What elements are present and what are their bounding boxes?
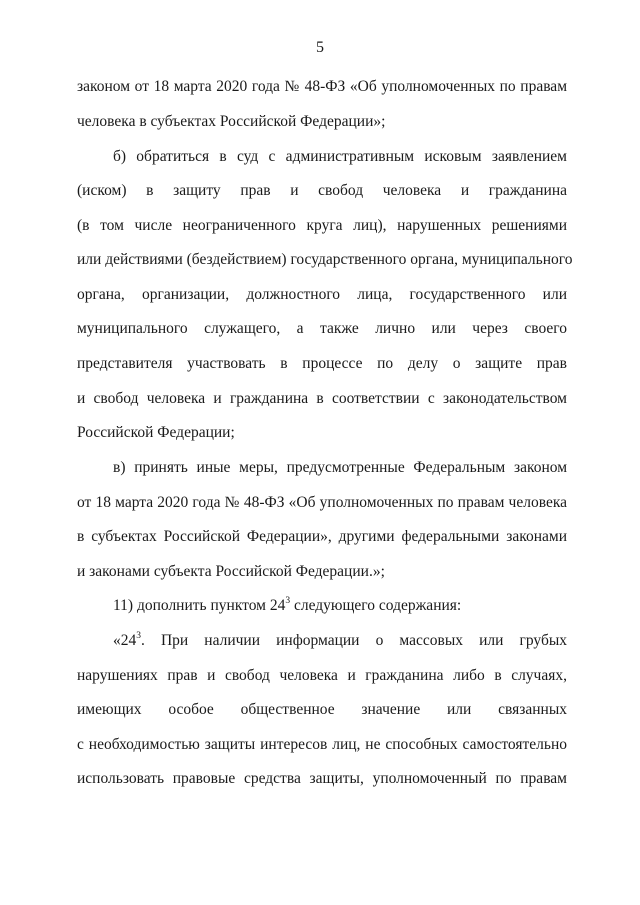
text-line: человека в субъектах Российской Федерации»; xyxy=(77,113,386,130)
text-line: б) обратиться в суд с административным исковым заявлением xyxy=(113,148,567,165)
text-fragment: «24 xyxy=(113,632,137,649)
text-line xyxy=(113,596,567,616)
text-line: или действиями (бездействием) государственного органа, муниципального xyxy=(77,251,573,268)
text-line: органа, организации, должностного лица, государственного или xyxy=(77,286,567,303)
text-line: и законами субъекта Российской Федерации.»; xyxy=(77,563,385,580)
text-line: в) принять иные меры, предусмотренные Федеральным законом xyxy=(113,459,567,476)
text-line: (в том числе неограниченного круга лиц), нарушенных решениями xyxy=(77,217,567,234)
text-fragment: 11) дополнить пунктом 24 xyxy=(113,597,286,614)
text-line: (иском) в защиту прав и свобод человека и гражданина xyxy=(77,182,567,199)
text-line: от 18 марта 2020 года № 48-ФЗ «Об уполномоченных по правам человека xyxy=(77,494,567,511)
text-line: представителя участвовать в процессе по делу о защите прав xyxy=(77,355,567,372)
text-line: имеющих особое общественное значение или связанных xyxy=(77,701,567,718)
text-line xyxy=(113,631,567,651)
text-line: законом от 18 марта 2020 года № 48-ФЗ «Об уполномоченных по правам xyxy=(77,78,567,95)
text-line: с необходимостью защиты интересов лиц, не способных самостоятельно xyxy=(77,736,567,753)
superscript: 3 xyxy=(285,595,291,606)
text-line: в субъектах Российской Федерации», другими федеральными законами xyxy=(77,528,567,545)
page-number: 5 xyxy=(316,39,324,56)
text-fragment: . При наличии информации о массовых или грубых xyxy=(141,632,567,649)
text-line: Российской Федерации; xyxy=(77,424,235,441)
text-line: и свобод человека и гражданина в соответствии с законодательством xyxy=(77,390,567,407)
superscript: 3 xyxy=(136,630,141,641)
text-fragment: следующего содержания: xyxy=(290,597,462,614)
text-line: нарушениях прав и свобод человека и гражданина либо в случаях, xyxy=(77,667,567,684)
text-line: муниципального служащего, а также лично или через своего xyxy=(77,320,567,337)
text-line: использовать правовые средства защиты, уполномоченный по правам xyxy=(77,770,567,787)
